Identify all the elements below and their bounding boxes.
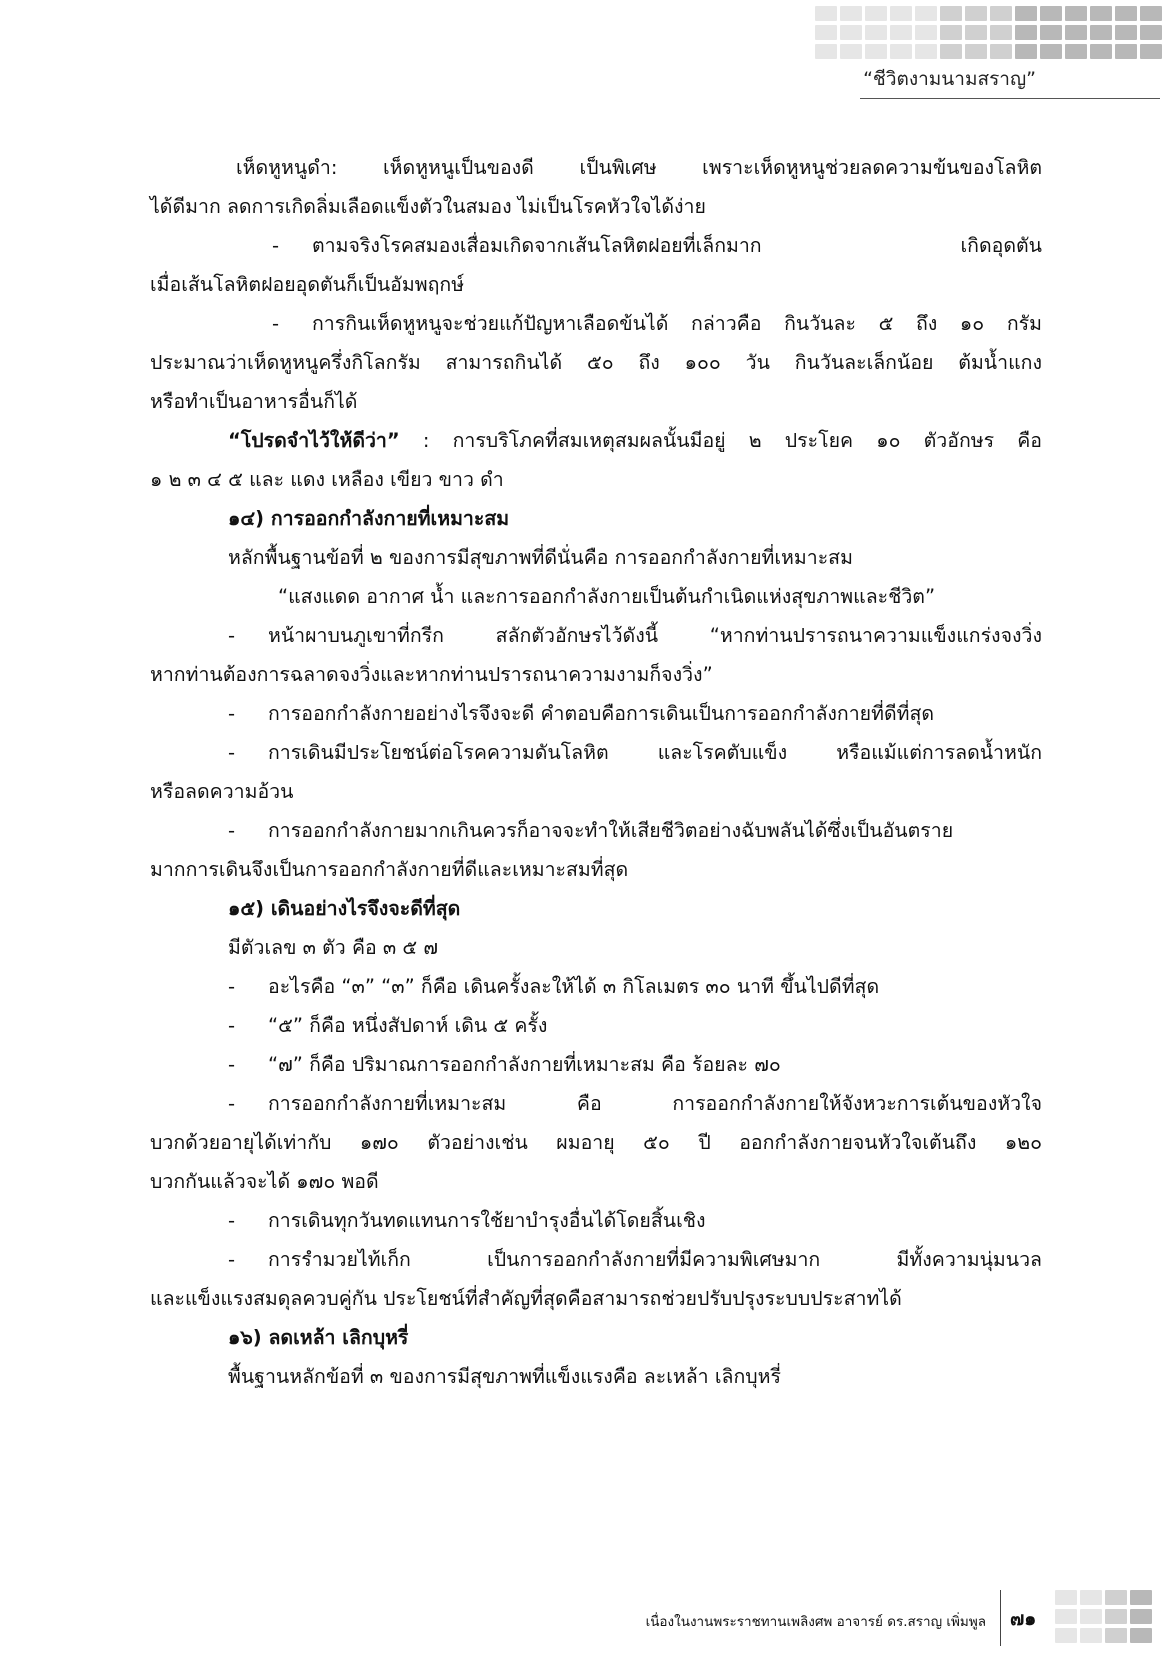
- dash: -: [272, 234, 280, 257]
- decor-tile: [815, 6, 837, 21]
- dash: -: [228, 741, 236, 764]
- decor-tile: [1105, 1590, 1127, 1605]
- decor-tile: [890, 6, 912, 21]
- decor-tile: [1140, 44, 1162, 59]
- note-label: “โปรดจำไว้ให้ดีว่า”: [228, 429, 400, 452]
- decor-tile: [840, 25, 862, 40]
- dash: -: [228, 975, 236, 998]
- decor-tile: [865, 44, 887, 59]
- decor-tile: [940, 44, 962, 59]
- bullet-item: [150, 226, 1042, 265]
- paragraph: ได้ดีมาก ลดการเกิดลิ่มเลือดแข็งตัวในสมอง ไม่เป็นโรคหัวใจได้ง่าย: [150, 195, 706, 218]
- decor-tile: [1055, 1590, 1077, 1605]
- bullet-item: [150, 616, 1042, 655]
- bullet-item: [150, 811, 1042, 850]
- header-title: “ชีวิตงามนามสราญ”: [863, 68, 1036, 90]
- page-body: [150, 148, 1042, 1396]
- paragraph: [150, 421, 1042, 460]
- decor-tile: [965, 25, 987, 40]
- paragraph: บวกกันแล้วจะได้ ๑๗๐ พอดี: [150, 1170, 379, 1193]
- dash: -: [272, 312, 280, 335]
- decor-tile: [1115, 44, 1137, 59]
- decor-tile: [1080, 1628, 1102, 1643]
- bullet-item: [150, 1045, 1042, 1084]
- bullet-item: [150, 304, 1042, 343]
- paragraph: เห็ดหูหนูดำ: เห็ดหูหนูเป็นของดี เป็นพิเศษ เพราะเห็ดหูหนูช่วยลดความข้นของโลหิต: [236, 156, 1042, 179]
- decor-tile: [1105, 1609, 1127, 1624]
- decor-tile: [1055, 1628, 1077, 1643]
- bullet-text: หน้าผาบนภูเขาที่กรีก สลักตัวอักษรไว้ดังนี้ “หากท่านปรารถนาความแข็งแกร่งจงวิ่ง: [268, 624, 1042, 647]
- decor-tile: [840, 6, 862, 21]
- decor-tile: [1080, 1609, 1102, 1624]
- decor-tile: [940, 25, 962, 40]
- decor-tile: [1115, 25, 1137, 40]
- bullet-text: การออกกำลังกายมากเกินควรก็อาจจะทำให้เสียชีวิตอย่างฉับพลันได้ซึ่งเป็นอันตราย: [268, 819, 954, 842]
- paragraph: หรือลดความอ้วน: [150, 780, 294, 803]
- decor-tile: [1065, 6, 1087, 21]
- decor-tile: [990, 25, 1012, 40]
- header-decoration: [815, 6, 1160, 66]
- bullet-text: การรำมวยไท้เก็ก เป็นการออกกำลังกายที่มีความพิเศษมาก มีทั้งความนุ่มนวล: [268, 1248, 1042, 1271]
- header-divider: [860, 98, 1160, 99]
- bullet-text: การเดินมีประโยชน์ต่อโรคความดันโลหิต และโรคตับแข็ง หรือแม้แต่การลดน้ำหนัก: [268, 741, 1042, 764]
- bullet-item: [150, 1084, 1042, 1123]
- decor-tile: [915, 44, 937, 59]
- dash: -: [228, 1053, 236, 1076]
- bullet-item: [150, 733, 1042, 772]
- section-heading: ๑๕) เดินอย่างไรจึงจะดีที่สุด: [228, 897, 461, 920]
- decor-tile: [1065, 25, 1087, 40]
- dash: -: [228, 819, 236, 842]
- bullet-text: การเดินทุกวันทดแทนการใช้ยาบำรุงอื่นได้โดยสิ้นเชิง: [268, 1209, 706, 1232]
- decor-tile: [1090, 25, 1112, 40]
- bullet-text: ตามจริงโรคสมองเสื่อมเกิดจากเส้นโลหิตฝอยที่เล็กมาก เกิดอุดตัน: [312, 234, 1042, 257]
- paragraph: หลักพื้นฐานข้อที่ ๒ ของการมีสุขภาพที่ดีนั่นคือ การออกกำลังกายที่เหมาะสม: [228, 546, 853, 569]
- bullet-item: [150, 967, 1042, 1006]
- bullet-text: การออกกำลังกายที่เหมาะสม คือ การออกกำลังกายให้จังหวะการเต้นของหัวใจ: [268, 1092, 1042, 1115]
- decor-tile: [1130, 1609, 1152, 1624]
- paragraph: หรือทำเป็นอาหารอื่นก็ได้: [150, 390, 358, 413]
- dash: -: [228, 1014, 236, 1037]
- decor-tile: [1015, 6, 1037, 21]
- bullet-item: [150, 694, 1042, 733]
- section-heading: ๑๔) การออกกำลังกายที่เหมาะสม: [228, 507, 510, 530]
- decor-tile: [1040, 25, 1062, 40]
- footer-decoration: [1055, 1590, 1160, 1650]
- dash: -: [228, 1209, 236, 1232]
- decor-tile: [940, 6, 962, 21]
- paragraph: และแข็งแรงสมดุลควบคู่กัน ประโยชน์ที่สำคัญที่สุดคือสามารถช่วยปรับปรุงระบบประสาทได้: [150, 1287, 902, 1310]
- decor-tile: [1140, 25, 1162, 40]
- decor-tile: [965, 44, 987, 59]
- footer-caption: เนื่องในงานพระราชทานเพลิงศพ อาจารย์ ดร.สราญ เพิ่มพูล: [645, 1614, 986, 1630]
- dash: -: [228, 1092, 236, 1115]
- decor-tile: [1130, 1590, 1152, 1605]
- bullet-item: [150, 1201, 1042, 1240]
- decor-tile: [815, 44, 837, 59]
- dash: -: [228, 624, 236, 647]
- quote: “แสงแดด อากาศ น้ำ และการออกกำลังกายเป็นต้นกำเนิดแห่งสุขภาพและชีวิต”: [278, 585, 936, 608]
- paragraph: บวกด้วยอายุได้เท่ากับ ๑๗๐ ตัวอย่างเช่น ผมอายุ ๕๐ ปี ออกกำลังกายจนหัวใจเต้นถึง ๑๒๐: [150, 1131, 1042, 1154]
- page-number: ๗๑: [1010, 1608, 1037, 1630]
- decor-tile: [890, 25, 912, 40]
- decor-tile: [915, 25, 937, 40]
- decor-tile: [840, 44, 862, 59]
- decor-tile: [815, 25, 837, 40]
- decor-tile: [1055, 1609, 1077, 1624]
- paragraph: มากการเดินจึงเป็นการออกกำลังกายที่ดีและเหมาะสมที่สุด: [150, 858, 629, 881]
- decor-tile: [1115, 6, 1137, 21]
- decor-tile: [1090, 6, 1112, 21]
- bullet-text: การออกกำลังกายอย่างไรจึงจะดี คำตอบคือการเดินเป็นการออกกำลังกายที่ดีที่สุด: [268, 702, 935, 725]
- decor-tile: [1040, 44, 1062, 59]
- bullet-text: “๗” ก็คือ ปริมาณการออกกำลังกายที่เหมาะสม คือ ร้อยละ ๗๐: [268, 1053, 781, 1076]
- decor-tile: [990, 6, 1012, 21]
- decor-tile: [1140, 6, 1162, 21]
- bullet-item: [150, 1006, 1042, 1045]
- decor-tile: [1105, 1628, 1127, 1643]
- dash: -: [228, 1248, 236, 1271]
- section-heading: ๑๖) ลดเหล้า เลิกบุหรี่: [228, 1326, 409, 1349]
- decor-tile: [1130, 1628, 1152, 1643]
- paragraph: ๑ ๒ ๓ ๔ ๕ และ แดง เหลือง เขียว ขาว ดำ: [150, 468, 504, 491]
- decor-tile: [1015, 44, 1037, 59]
- dash: -: [228, 702, 236, 725]
- paragraph: หากท่านต้องการฉลาดจงวิ่งและหากท่านปรารถนาความงามก็จงวิ่ง”: [150, 663, 713, 686]
- decor-tile: [1065, 44, 1087, 59]
- paragraph: มีตัวเลข ๓ ตัว คือ ๓ ๕ ๗: [228, 936, 439, 959]
- decor-tile: [1090, 44, 1112, 59]
- footer-divider: [1000, 1590, 1001, 1646]
- decor-tile: [1080, 1590, 1102, 1605]
- decor-tile: [1040, 6, 1062, 21]
- paragraph: ประมาณว่าเห็ดหูหนูครึ่งกิโลกรัม สามารถกินได้ ๕๐ ถึง ๑๐๐ วัน กินวันละเล็กน้อย ต้มน้ำแกง: [150, 351, 1042, 374]
- paragraph: เมื่อเส้นโลหิตฝอยอุดตันก็เป็นอัมพฤกษ์: [150, 273, 465, 296]
- bullet-text: การกินเห็ดหูหนูจะช่วยแก้ปัญหาเลือดข้นได้ กล่าวคือ กินวันละ ๕ ถึง ๑๐ กรัม: [312, 312, 1042, 335]
- bullet-item: [150, 1240, 1042, 1279]
- bullet-text: “๕” ก็คือ หนึ่งสัปดาห์ เดิน ๕ ครั้ง: [268, 1014, 548, 1037]
- decor-tile: [1015, 25, 1037, 40]
- paragraph: พื้นฐานหลักข้อที่ ๓ ของการมีสุขภาพที่แข็งแรงคือ ละเหล้า เลิกบุหรี่: [228, 1365, 781, 1388]
- decor-tile: [990, 44, 1012, 59]
- decor-tile: [965, 6, 987, 21]
- decor-tile: [915, 6, 937, 21]
- decor-tile: [865, 6, 887, 21]
- decor-tile: [865, 25, 887, 40]
- note-text: : การบริโภคที่สมเหตุสมผลนั้นมีอยู่ ๒ ประโยค ๑๐ ตัวอักษร คือ: [399, 429, 1042, 452]
- bullet-text: อะไรคือ “๓” “๓” ก็คือ เดินครั้งละให้ได้ ๓ กิโลเมตร ๓๐ นาที ขึ้นไปดีที่สุด: [268, 975, 880, 998]
- decor-tile: [890, 44, 912, 59]
